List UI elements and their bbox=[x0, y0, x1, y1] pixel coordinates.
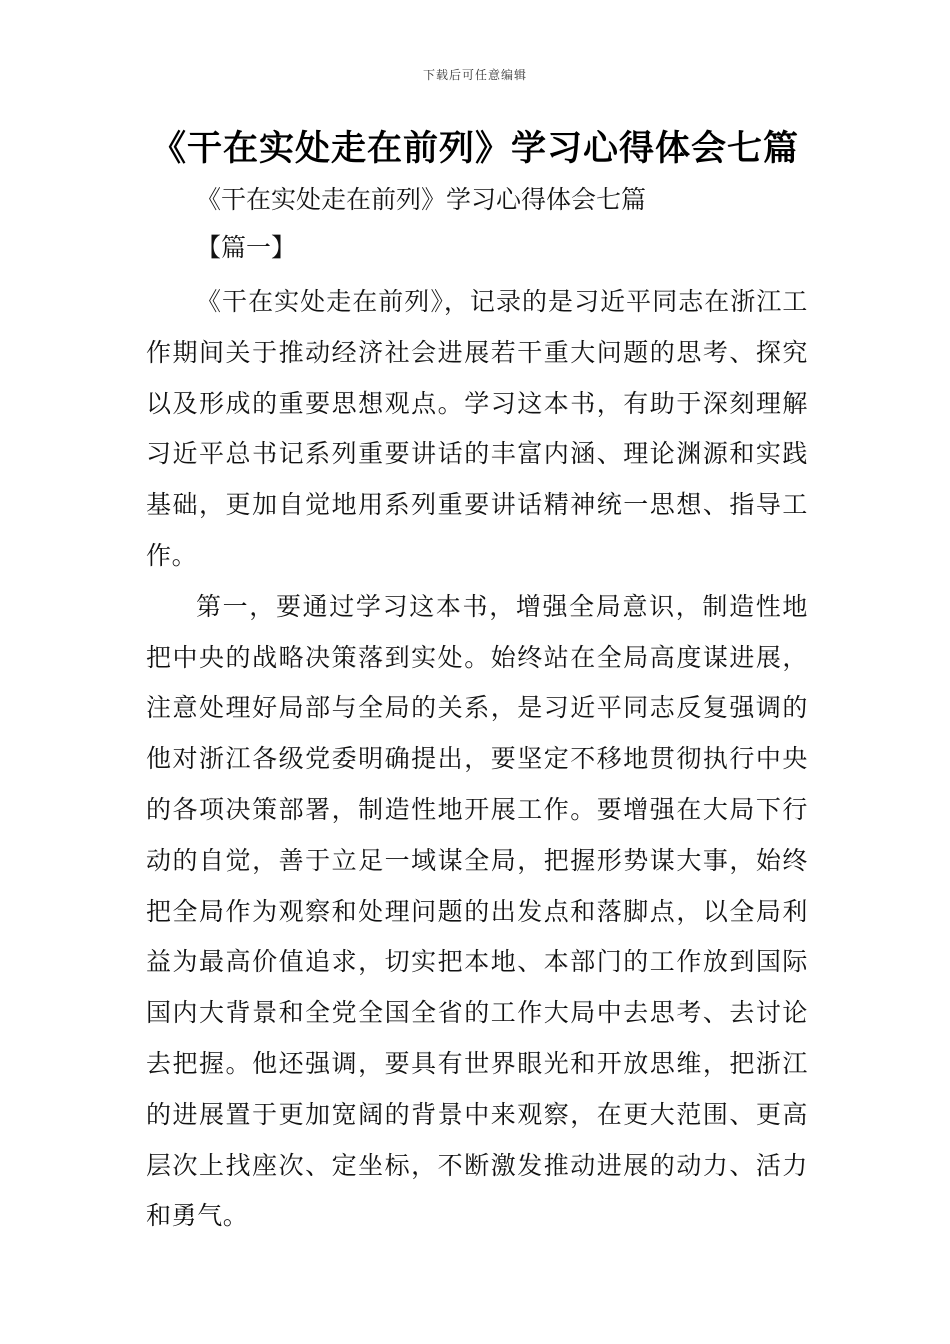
document-subtitle: 《干在实处走在前列》学习心得体会七篇 bbox=[196, 185, 647, 214]
paragraph-1: 《干在实处走在前列》，记录的是习近平同志在浙江工作期间关于推动经济社会进展若干重大问题的思考、探究以及形成的重要思想观点。学习这本书，有助于深刻理解习近平总书记系列重要讲话的丰富内涵、理论渊源和实践基础，更加自觉地用系列重要讲话精神统一思想、指导工作。 bbox=[146, 287, 808, 570]
section-label: 【篇一】 bbox=[196, 233, 297, 262]
document-title: 《干在实处走在前列》学习心得体会七篇 bbox=[150, 129, 799, 169]
body-text bbox=[146, 277, 808, 1242]
paragraph-2: 第一，要通过学习这本书，增强全局意识，制造性地把中央的战略决策落到实处。始终站在全局高度谋进展，注意处理好局部与全局的关系，是习近平同志反复强调的他对浙江各级党委明确提出，要坚定不移地贯彻执行中央的各项决策部署，制造性地开展工作。要增强在大局下行动的自觉，善于立足一域谋全局，把握形势谋大事，始终把全局作为观察和处理问题的出发点和落脚点，以全局利益为最高价值追求，切实把本地、本部门的工作放到国际国内大背景和全党全国全省的工作大局中去思考、去讨论去把握。他还强调，要具有世界眼光和开放思维，把浙江的进展置于更加宽阔的背景中来观察，在更大范围、更高层次上找座次、定坐标，不断激发推动进展的动力、活力和勇气。 bbox=[146, 591, 808, 1231]
header-note: 下载后可任意编辑 bbox=[422, 68, 527, 82]
